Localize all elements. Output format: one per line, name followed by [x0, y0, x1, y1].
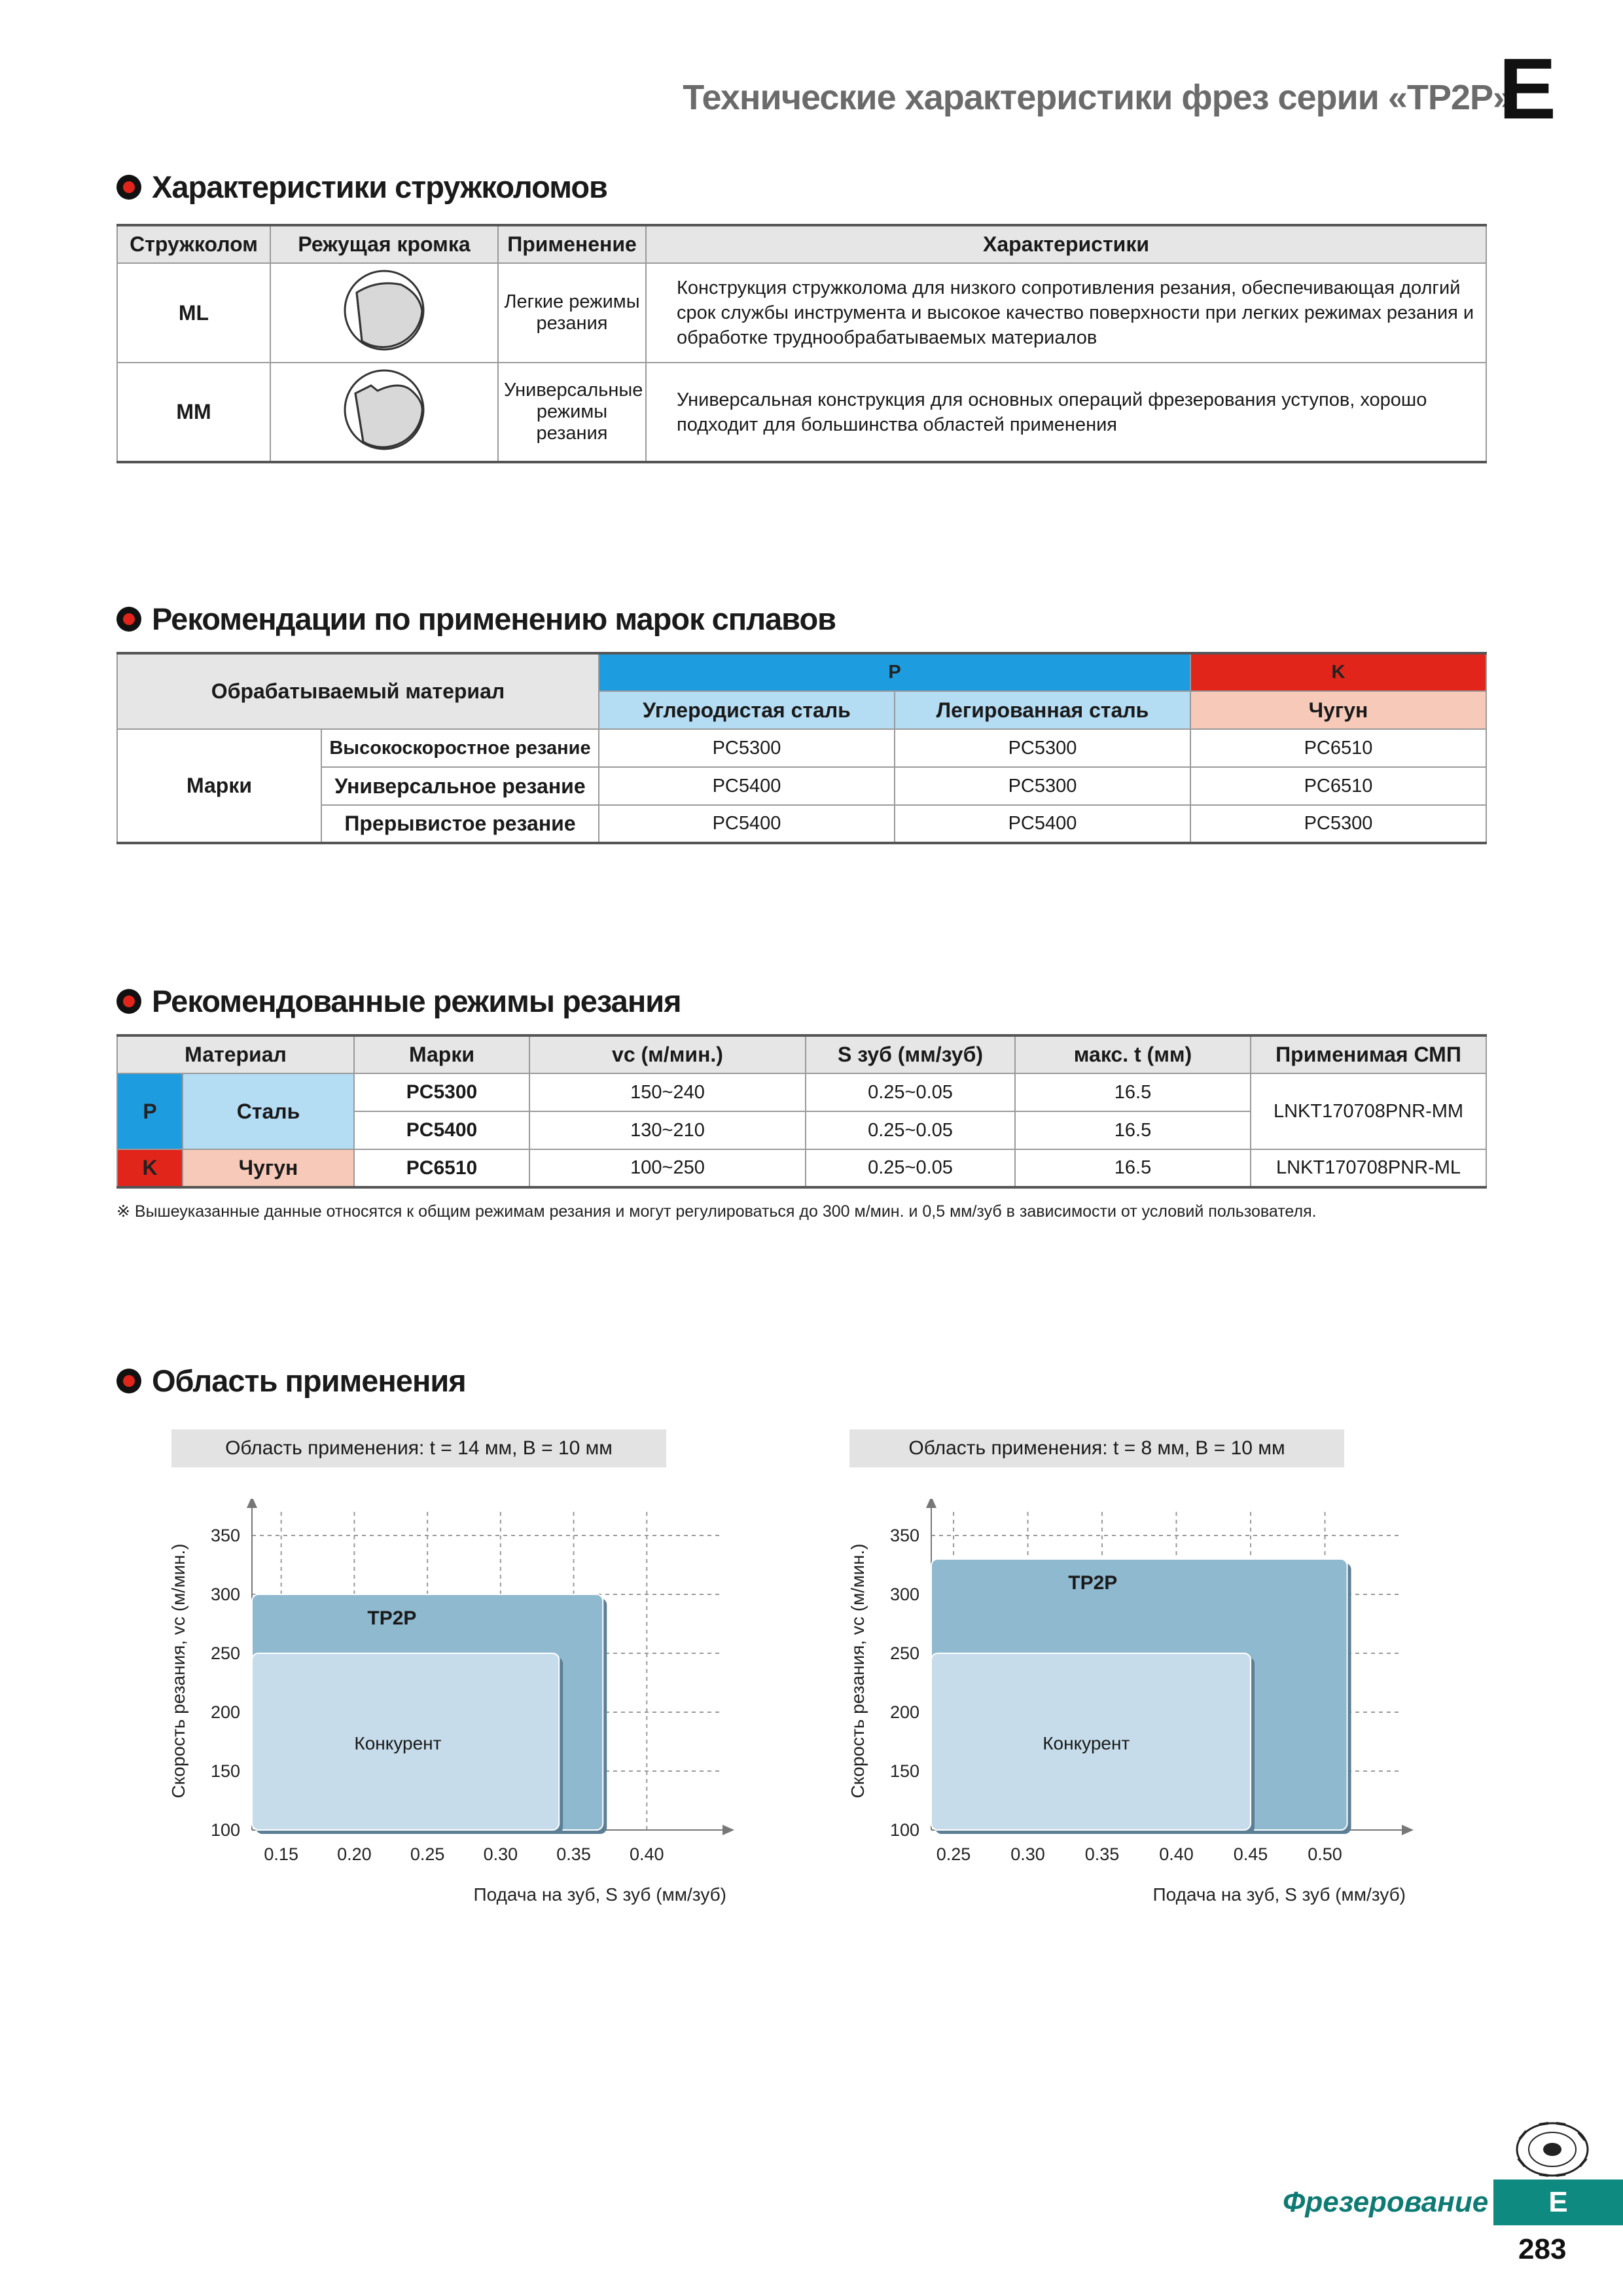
- arrow-bullet-icon: [116, 1369, 141, 1393]
- application-cell: Легкие режимы резания: [498, 263, 646, 363]
- table-row: [117, 805, 1486, 843]
- material-header: Обрабатываемый материал: [117, 653, 599, 729]
- col-header: макс. t (мм): [1015, 1035, 1251, 1073]
- iron-group-cell: K: [117, 1149, 183, 1187]
- steel-name-cell: Сталь: [183, 1073, 354, 1149]
- y-tick-label: 350: [889, 1526, 919, 1545]
- y-tick-label: 200: [210, 1702, 240, 1722]
- series-label-competitor: Конкурент: [1043, 1733, 1130, 1753]
- application-cell: Универсальные режимы резания: [498, 363, 646, 462]
- section-letter: E: [1499, 41, 1557, 137]
- x-axis-label: Подача на зуб, S зуб (мм/зуб): [473, 1884, 726, 1905]
- cutting-edge-mm-icon: [338, 367, 430, 452]
- col-header: S зуб (мм/зуб): [806, 1035, 1015, 1073]
- grade-cell: PC5300: [895, 729, 1190, 767]
- feed-cell: 0.25~0.05: [806, 1073, 1015, 1111]
- cutting-edge-ml-icon: [338, 268, 430, 353]
- group-p-header: P: [599, 653, 1190, 691]
- footer-label: Фрезерование: [1283, 2186, 1489, 2218]
- y-tick-label: 250: [210, 1643, 240, 1663]
- col-header: Материал: [117, 1035, 354, 1073]
- vc-cell: 130~210: [529, 1111, 806, 1149]
- vc-cell: 150~240: [529, 1073, 806, 1111]
- grade-cell: PC6510: [354, 1149, 529, 1187]
- cutting-mode-label: Высокоскоростное резание: [321, 729, 599, 767]
- insert-cell: LNKT170708PNR-ML: [1251, 1149, 1486, 1187]
- grade-cell: PC5400: [599, 767, 895, 805]
- page-title: Технические характеристики фрез серии «TP2P»: [683, 78, 1512, 117]
- table-row: [117, 363, 1486, 462]
- cutting-mode-label: Универсальное резание: [321, 767, 599, 805]
- table-row: [117, 263, 1486, 363]
- y-axis-label: Скорость резания, vc (м/мин.): [168, 1543, 188, 1799]
- y-tick-label: 300: [210, 1585, 240, 1604]
- x-tick-label: 0.25: [936, 1844, 971, 1864]
- y-axis-arrow: [926, 1499, 936, 1508]
- series-label-tp2p: TP2P: [367, 1607, 417, 1629]
- y-tick-label: 350: [210, 1526, 240, 1545]
- y-axis-label: Скорость резания, vc (м/мин.): [847, 1543, 868, 1799]
- material-cast-iron: Чугун: [1190, 691, 1486, 729]
- conditions-note: ※ Вышеуказанные данные относятся к общим режимам резания и могут регулироваться до 300 м/мин. и 0,5 мм/зуб в зависимости от условий пользователя.: [116, 1202, 1317, 1221]
- insert-cell: LNKT170708PNR-MM: [1251, 1073, 1486, 1149]
- y-axis-arrow: [247, 1499, 257, 1508]
- feed-cell: 0.25~0.05: [806, 1111, 1015, 1149]
- description-cell: Универсальная конструкция для основных операций фрезерования уступов, хорошо подходит для большинства областей применения: [646, 363, 1486, 462]
- x-tick-label: 0.45: [1233, 1844, 1268, 1864]
- depth-cell: 16.5: [1015, 1111, 1251, 1149]
- grade-cell: PC5400: [354, 1111, 529, 1149]
- grades-heading-text: Рекомендации по применению марок сплавов: [152, 601, 836, 636]
- table-row: [117, 1149, 1486, 1187]
- x-tick-label: 0.35: [556, 1844, 591, 1864]
- chipbreakers-table: [116, 224, 1487, 463]
- x-tick-label: 0.40: [630, 1844, 664, 1864]
- grade-cell: PC5400: [895, 805, 1190, 843]
- x-tick-label: 0.35: [1084, 1844, 1120, 1864]
- group-k-header: K: [1190, 653, 1486, 691]
- grade-cell: PC6510: [1190, 767, 1486, 805]
- x-tick-label: 0.30: [483, 1844, 518, 1864]
- x-tick-label: 0.40: [1159, 1844, 1194, 1864]
- arrow-bullet-icon: [116, 989, 141, 1014]
- x-tick-label: 0.25: [410, 1844, 445, 1864]
- iron-name-cell: Чугун: [183, 1149, 354, 1187]
- chart-2: [836, 1499, 1425, 1924]
- x-tick-label: 0.15: [264, 1844, 298, 1864]
- grade-cell: PC5300: [599, 729, 895, 767]
- milling-cutter-icon: [1513, 2119, 1592, 2179]
- x-axis-arrow: [1402, 1825, 1414, 1835]
- grades-table: [116, 652, 1487, 844]
- description-cell: Конструкция стружколома для низкого сопротивления резания, обеспечивающая долгий срок службы инструмента и высокое качество поверхности при легких режимах резания и обработке труднообрабатываемых материалов: [646, 263, 1486, 363]
- cutting-mode-label: Прерывистое резание: [321, 805, 599, 843]
- table-row: [117, 1073, 1486, 1111]
- x-tick-label: 0.50: [1308, 1844, 1342, 1864]
- feed-cell: 0.25~0.05: [806, 1149, 1015, 1187]
- grade-cell: PC6510: [1190, 729, 1486, 767]
- conditions-heading: [116, 983, 681, 1019]
- grade-cell: PC5300: [1190, 805, 1486, 843]
- chipbreaker-code: ML: [117, 263, 270, 363]
- x-tick-label: 0.30: [1010, 1844, 1045, 1864]
- grade-cell: PC5300: [354, 1073, 529, 1111]
- grades-row-header: Марки: [117, 729, 321, 843]
- depth-cell: 16.5: [1015, 1149, 1251, 1187]
- x-tick-label: 0.20: [337, 1844, 372, 1864]
- y-tick-label: 100: [889, 1820, 919, 1840]
- depth-cell: 16.5: [1015, 1073, 1251, 1111]
- chart2-title: Область применения: t = 8 мм, B = 10 мм: [849, 1429, 1344, 1467]
- grade-cell: PC5300: [895, 767, 1190, 805]
- chart-1: [157, 1499, 746, 1924]
- grades-heading: [116, 601, 836, 637]
- arrow-bullet-icon: [116, 607, 141, 632]
- y-tick-label: 150: [889, 1761, 919, 1781]
- series-label-tp2p: TP2P: [1068, 1572, 1118, 1594]
- conditions-heading-text: Рекомендованные режимы резания: [152, 984, 681, 1018]
- x-axis-arrow: [722, 1825, 734, 1835]
- table-row: [117, 729, 1486, 767]
- y-tick-label: 300: [889, 1585, 919, 1604]
- footer-section-box: E: [1493, 2179, 1623, 2225]
- material-carbon-steel: Углеродистая сталь: [599, 691, 895, 729]
- material-alloy-steel: Легированная сталь: [895, 691, 1190, 729]
- chart1-title: Область применения: t = 14 мм, B = 10 мм: [171, 1429, 666, 1467]
- y-tick-label: 200: [889, 1702, 919, 1722]
- y-tick-label: 100: [210, 1820, 240, 1840]
- col-header: Стружколом: [117, 225, 270, 263]
- application-heading-text: Область применения: [152, 1363, 466, 1398]
- series-label-competitor: Конкурент: [354, 1733, 442, 1753]
- vc-cell: 100~250: [529, 1149, 806, 1187]
- cutting-edge-cell: [270, 363, 498, 462]
- chipbreakers-heading: [116, 169, 607, 205]
- page-number: 283: [1518, 2233, 1567, 2265]
- col-header: Режущая кромка: [270, 225, 498, 263]
- chipbreakers-heading-text: Характеристики стружколомов: [152, 170, 607, 204]
- application-heading: [116, 1363, 466, 1399]
- col-header: Характеристики: [646, 225, 1486, 263]
- x-axis-label: Подача на зуб, S зуб (мм/зуб): [1152, 1884, 1406, 1905]
- arrow-bullet-icon: [116, 175, 141, 200]
- conditions-table: [116, 1034, 1487, 1189]
- steel-group-cell: P: [117, 1073, 183, 1149]
- y-tick-label: 150: [210, 1761, 240, 1781]
- col-header: Применимая СМП: [1251, 1035, 1486, 1073]
- col-header: Марки: [354, 1035, 529, 1073]
- cutting-edge-cell: [270, 263, 498, 363]
- y-tick-label: 250: [889, 1643, 919, 1663]
- grade-cell: PC5400: [599, 805, 895, 843]
- chipbreaker-code: MM: [117, 363, 270, 462]
- col-header: vc (м/мин.): [529, 1035, 806, 1073]
- col-header: Применение: [498, 225, 646, 263]
- table-row: [117, 767, 1486, 805]
